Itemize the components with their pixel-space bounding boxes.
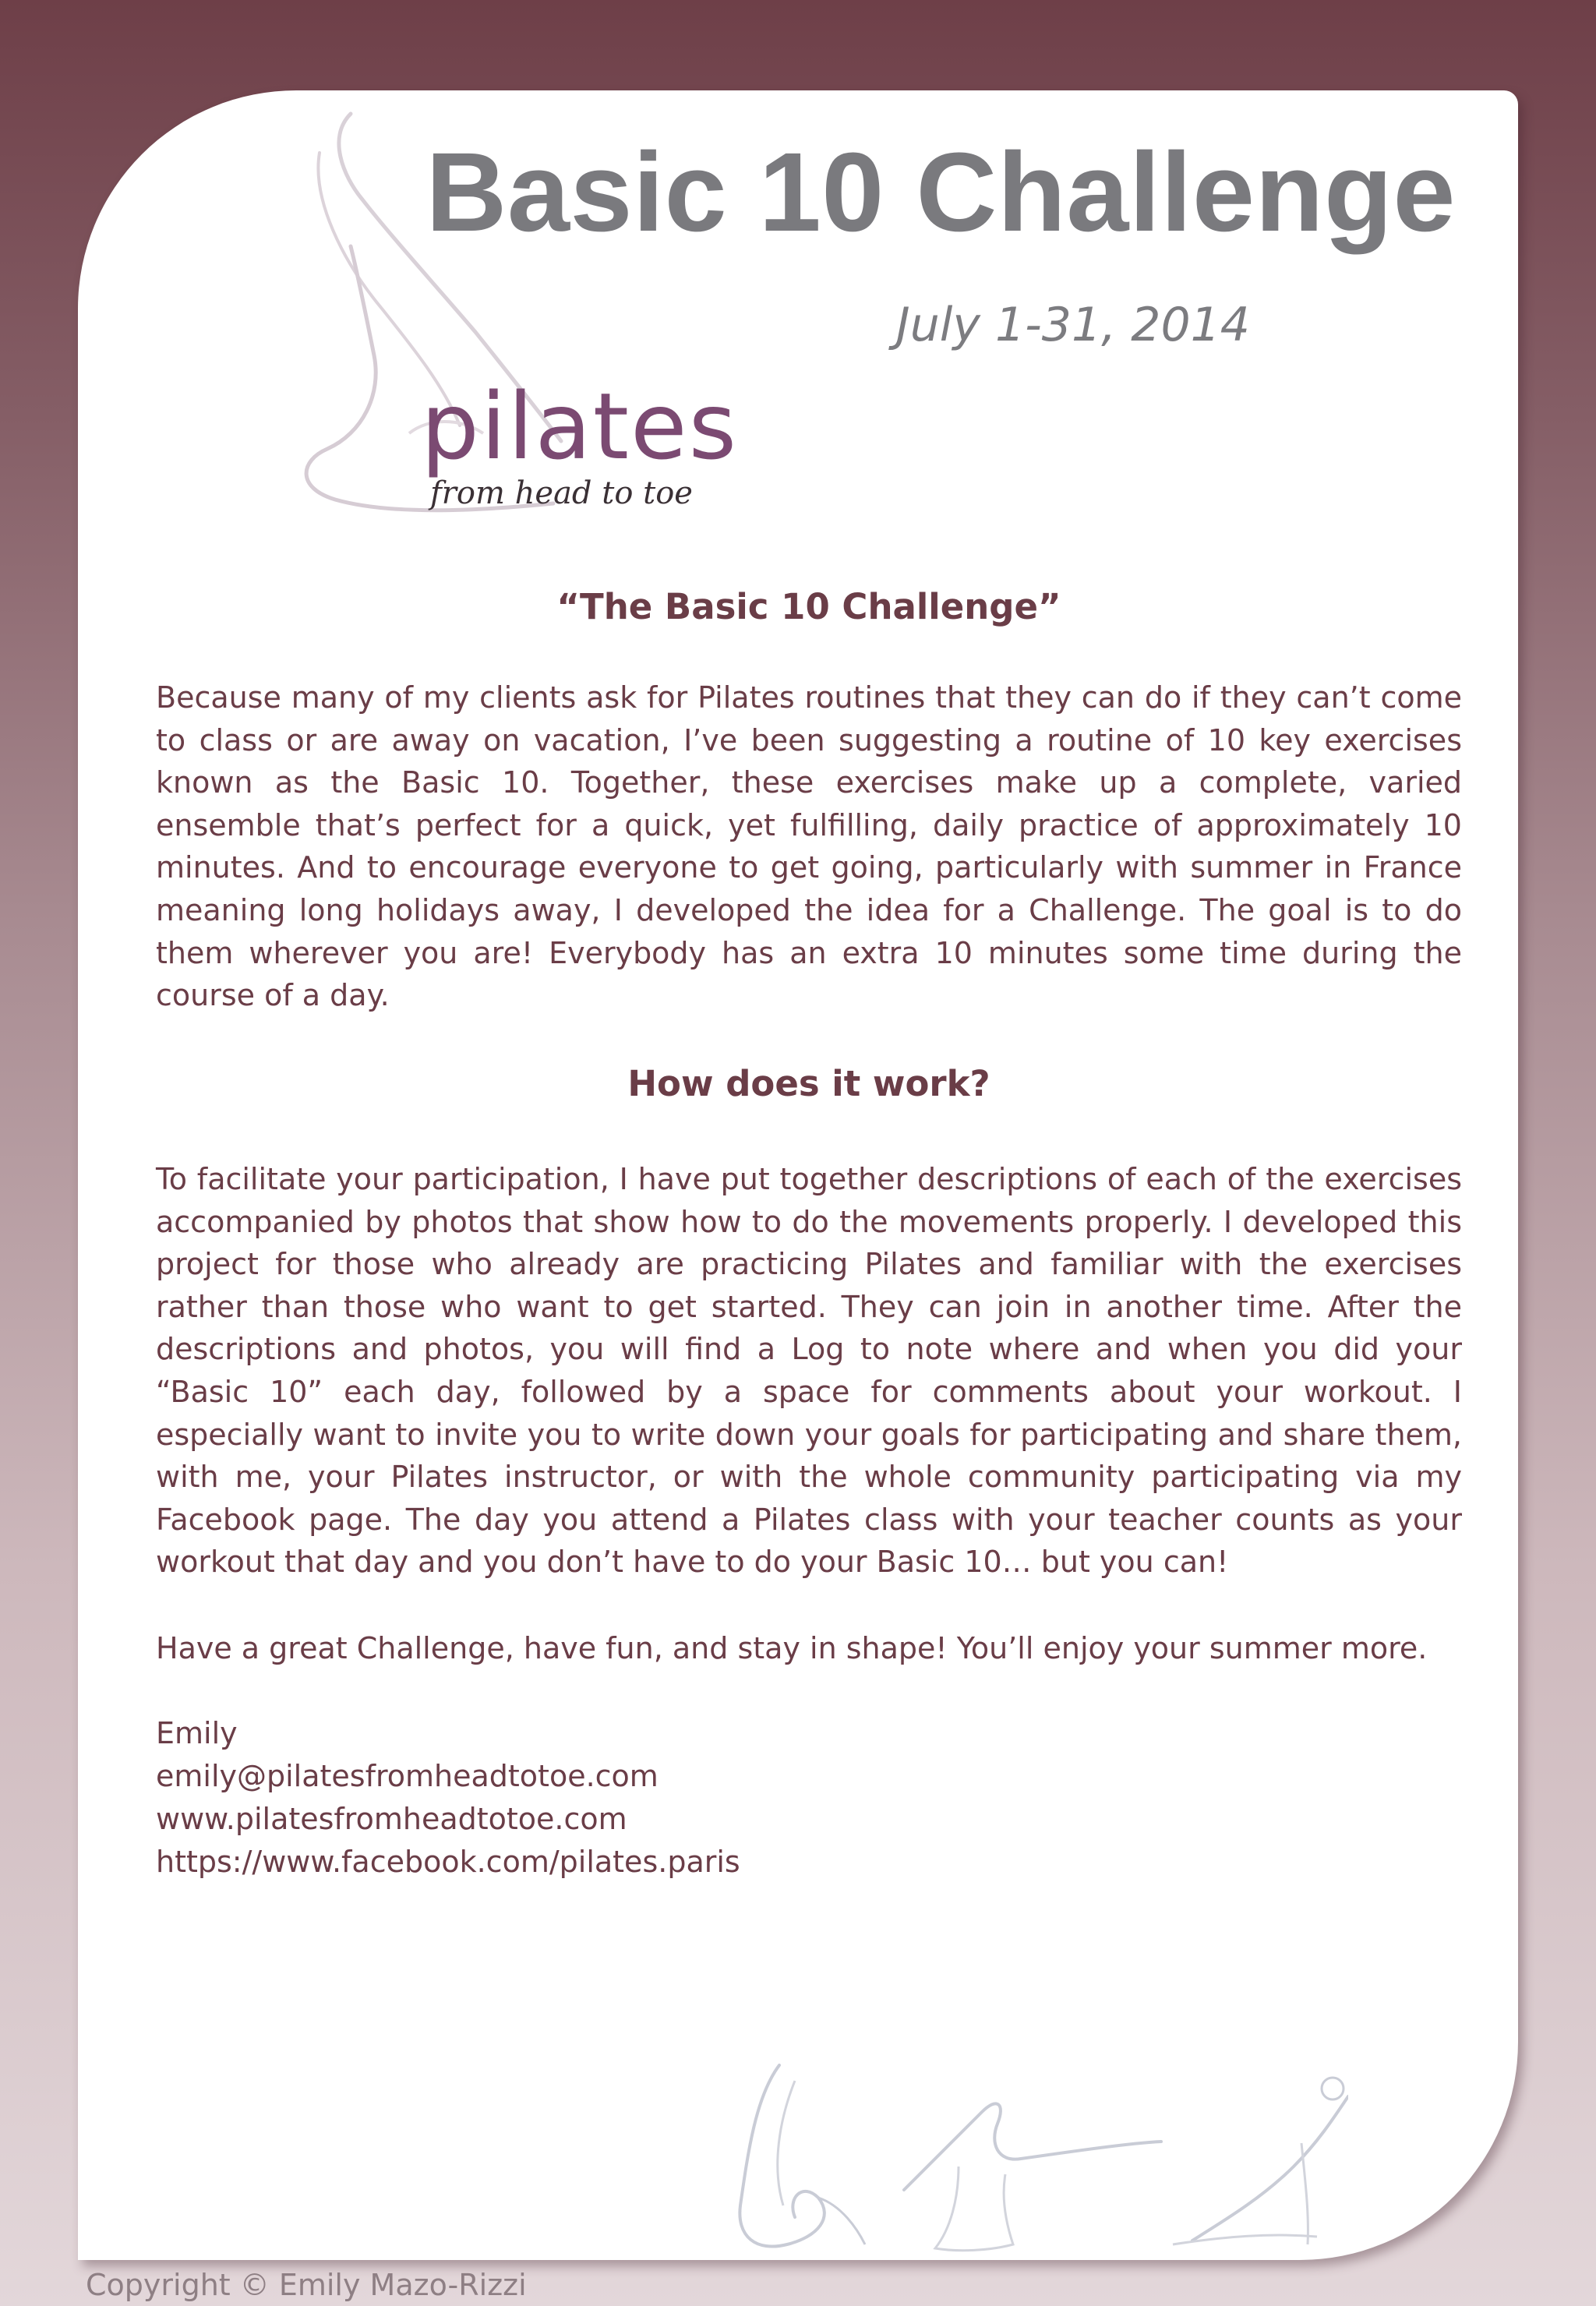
signature-block [156, 1712, 740, 1884]
how-paragraph: To facilitate your participation, I have put together descriptions of each of the exercises accompanied by photos that show how to do the movements properly. I developed this project for those who already are practicing Pilates and familiar with the exercises rather than those who want to get started. They can join in another time. After the descriptions and photos, you will find a Log to note where and when you did your “Basic 10” each day, followed by a space for comments about your workout. I especially want to invite you to write down your goals for participating and share them, with me, your Pilates instructor, or with the whole community participating via my Facebook page. The day you attend a Pilates class with your teacher counts as your workout that day and you don’t have to do your Basic 10… but you can! [156, 1162, 1462, 1580]
intro-heading: “The Basic 10 Challenge” [556, 586, 1061, 627]
document-title: Basic 10 Challenge [425, 129, 1456, 255]
signature-website[interactable]: www.pilatesfromheadtotoe.com [156, 1802, 627, 1836]
logo-word: pilates [421, 373, 739, 480]
document-date: July 1-31, 2014 [896, 298, 1250, 352]
intro-paragraph: Because many of my clients ask for Pilates routines that they can do if they can’t come to class or are away on vacation, I’ve been suggesting a routine of 10 key exercises known as the Basic 10. Together, these exercises make up a complete, varied ensemble that’s perfect for a quick, yet fulfilling, daily practice of approximately 10 minutes. And to encourage everyone to get going, particularly with summer in France meaning long holidays away, I developed the idea for a Challenge. The goal is to do them wherever you are! Everybody has an extra 10 minutes some time during the course of a day. [156, 680, 1462, 1013]
how-heading: How does it work? [627, 1063, 990, 1104]
signature-name: Emily [156, 1716, 238, 1750]
copyright-notice: Copyright © Emily Mazo-Rizzi [86, 2268, 527, 2302]
signature-facebook[interactable]: https://www.facebook.com/pilates.paris [156, 1845, 740, 1879]
logo-tagline: from head to toe [430, 475, 693, 511]
exercise-figures-illustration [725, 2050, 1348, 2260]
closing-paragraph: Have a great Challenge, have fun, and stay in shape! You’ll enjoy your summer more. [156, 1631, 1428, 1665]
signature-email[interactable]: emily@pilatesfromheadtotoe.com [156, 1759, 659, 1793]
